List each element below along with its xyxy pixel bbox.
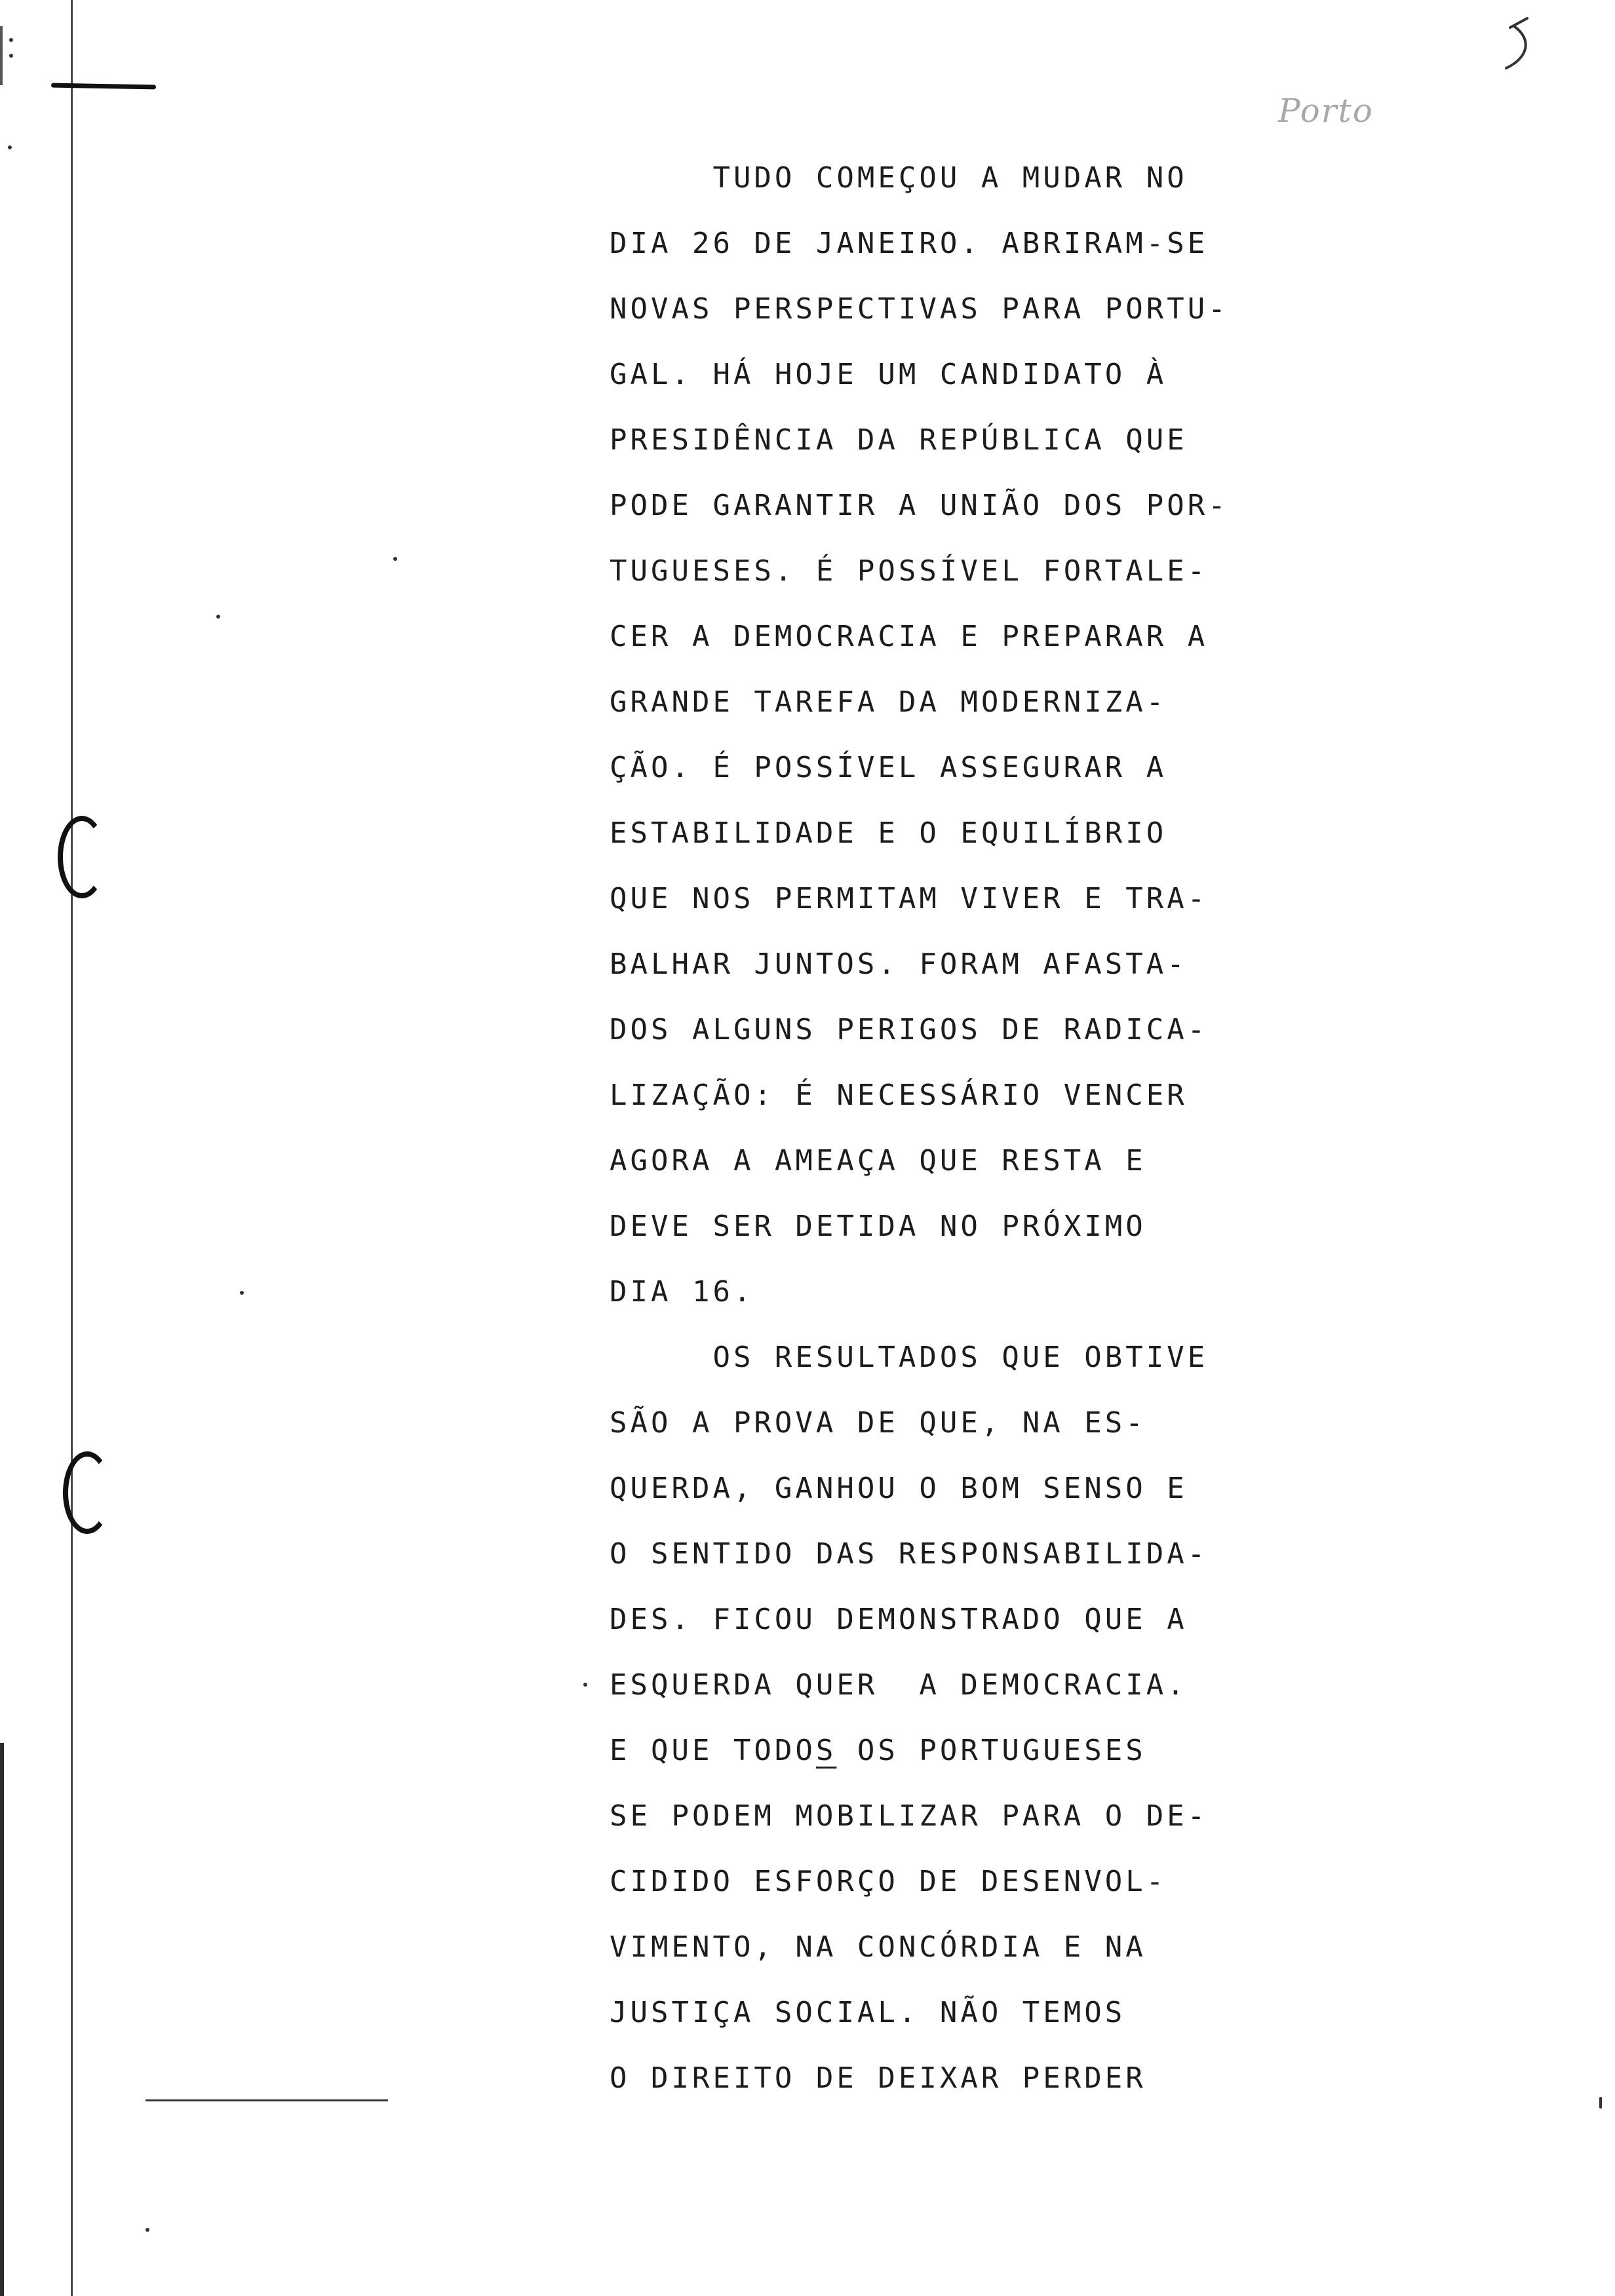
binder-hole-mark	[63, 1451, 111, 1534]
margin-rule	[71, 0, 73, 2296]
text-line: DOS ALGUNS PERIGOS DE RADICA-	[610, 1013, 1209, 1046]
text-fragment: E QUE TODO	[610, 1734, 816, 1767]
scan-speck	[1599, 2097, 1602, 2109]
text-line: NOVAS PERSPECTIVAS PARA PORTU-	[610, 292, 1229, 326]
typed-speech-text	[610, 145, 1265, 2111]
text-line: PODE GARANTIR A UNIÃO DOS POR-	[610, 489, 1229, 522]
scan-speck	[393, 557, 397, 561]
text-line: SE PODEM MOBILIZAR PARA O DE-	[610, 1799, 1209, 1833]
scan-speck	[583, 1683, 587, 1687]
scan-speck	[240, 1291, 244, 1295]
scan-speck	[9, 38, 13, 42]
text-line: CER A DEMOCRACIA E PREPARAR A	[610, 620, 1209, 653]
text-line: QUERDA, GANHOU O BOM SENSO E	[610, 1472, 1188, 1505]
text-line: QUE NOS PERMITAM VIVER E TRA-	[610, 882, 1209, 915]
text-line: DES. FICOU DEMONSTRADO QUE A	[610, 1603, 1188, 1636]
underlined-letter: S	[815, 1734, 837, 1767]
bottom-rule	[146, 2099, 388, 2101]
text-line: JUSTIÇA SOCIAL. NÃO TEMOS	[610, 1996, 1126, 2029]
scan-edge-shadow	[0, 1743, 4, 2296]
text-line: GAL. HÁ HOJE UM CANDIDATO À	[610, 358, 1167, 391]
scan-speck	[8, 145, 12, 149]
text-line: DIA 26 DE JANEIRO. ABRIRAM-SE	[610, 227, 1209, 260]
text-line: SÃO A PROVA DE QUE, NA ES-	[610, 1406, 1146, 1440]
text-line: TUDO COMEÇOU A MUDAR NO	[610, 161, 1188, 195]
scan-speck	[9, 54, 13, 58]
handwritten-page-number	[1501, 13, 1540, 72]
text-line	[610, 1718, 1265, 1784]
scan-speck	[146, 2228, 149, 2232]
text-line: DEVE SER DETIDA NO PRÓXIMO	[610, 1210, 1146, 1243]
text-line: O SENTIDO DAS RESPONSABILIDA-	[610, 1537, 1209, 1571]
text-line: ESTABILIDADE E O EQUILÍBRIO	[610, 816, 1167, 850]
text-line: BALHAR JUNTOS. FORAM AFASTA-	[610, 947, 1188, 981]
binder-hole-mark	[58, 816, 106, 898]
text-line: OS RESULTADOS QUE OBTIVE	[610, 1341, 1209, 1374]
text-line: O DIREITO DE DEIXAR PERDER	[610, 2061, 1146, 2095]
text-line: ÇÃO. É POSSÍVEL ASSEGURAR A	[610, 751, 1167, 784]
text-line: CIDIDO ESFORÇO DE DESENVOL-	[610, 1865, 1167, 1898]
text-fragment: OS PORTUGUESES	[836, 1734, 1146, 1767]
scan-edge-shadow-top	[0, 26, 3, 85]
scan-speck	[216, 615, 220, 619]
text-line: AGORA A AMEAÇA QUE RESTA E	[610, 1144, 1146, 1177]
text-line: DIA 16.	[610, 1275, 754, 1309]
ink-mark	[51, 83, 156, 90]
text-line: TUGUESES. É POSSÍVEL FORTALE-	[610, 554, 1209, 588]
text-line: GRANDE TAREFA DA MODERNIZA-	[610, 685, 1167, 719]
text-line: LIZAÇÃO: É NECESSÁRIO VENCER	[610, 1079, 1188, 1112]
pencil-annotation: Porto	[1278, 92, 1374, 130]
text-line: PRESIDÊNCIA DA REPÚBLICA QUE	[610, 423, 1188, 457]
text-line: ESQUERDA QUER A DEMOCRACIA.	[610, 1668, 1188, 1702]
text-line: VIMENTO, NA CONCÓRDIA E NA	[610, 1930, 1146, 1964]
